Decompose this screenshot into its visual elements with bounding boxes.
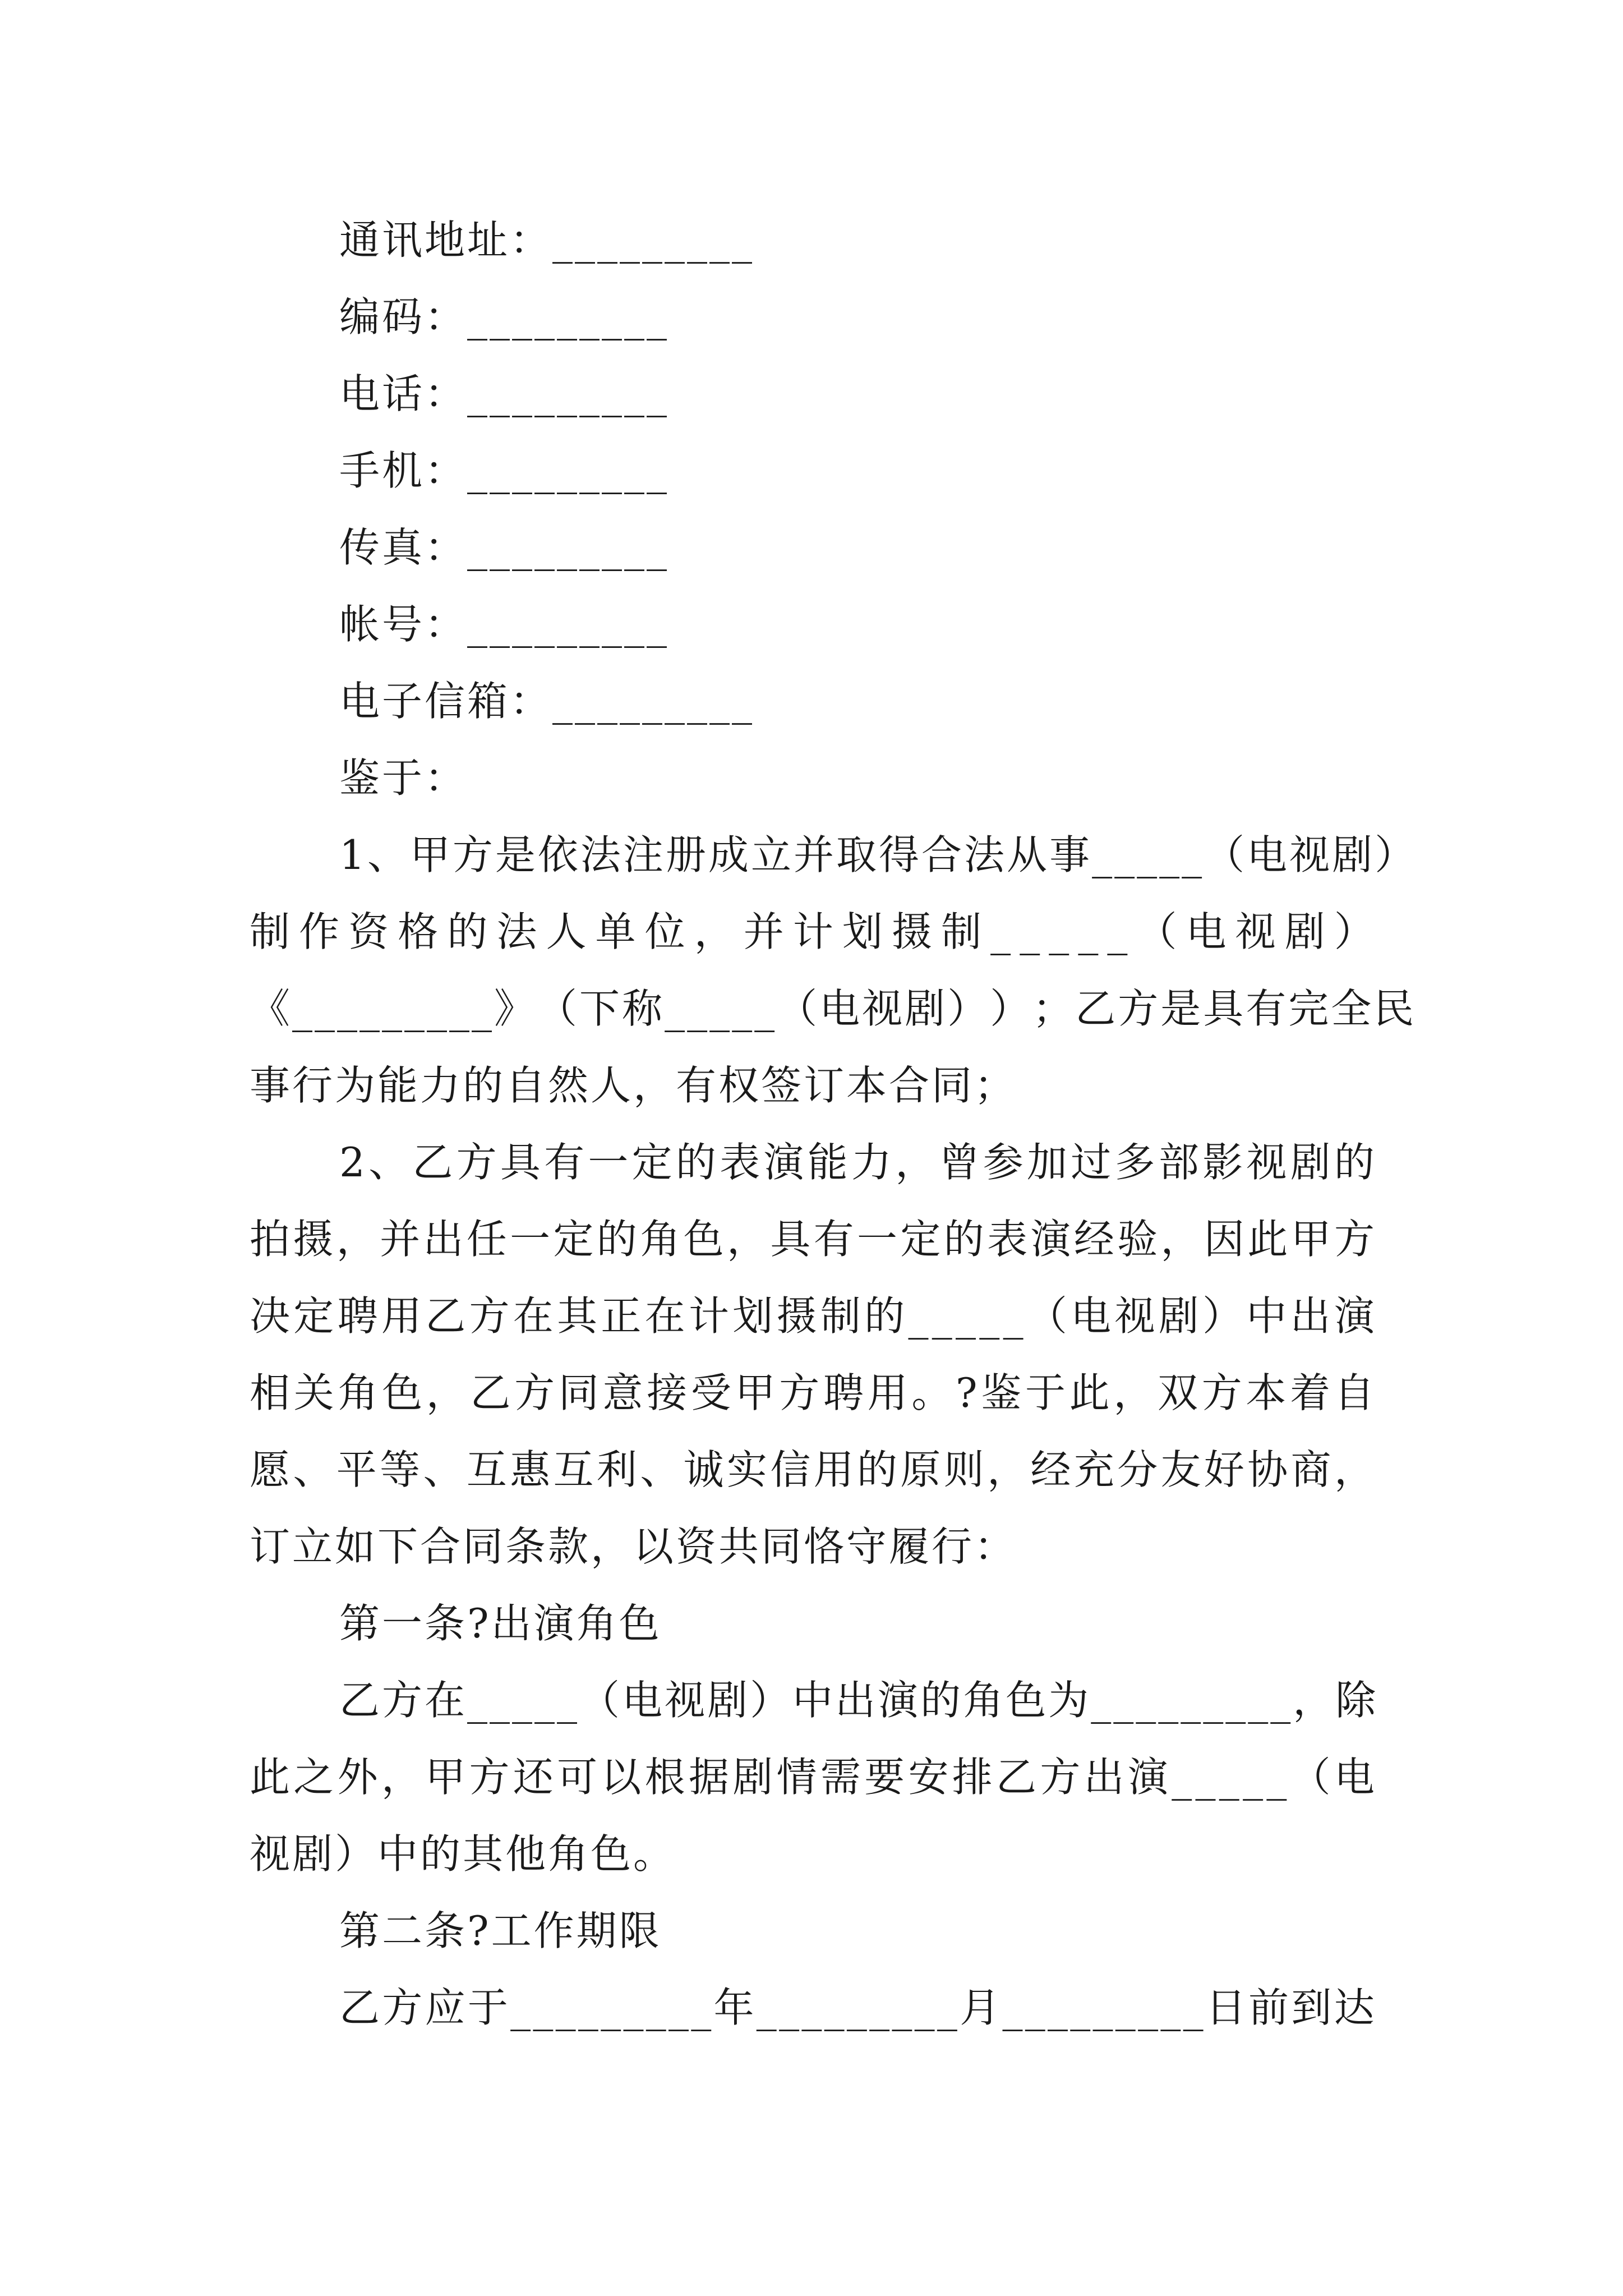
article-2-title: 第二条?工作期限 [339,1907,662,1954]
clause-1-line-4: 事行为能力的自然人，有权签订本合同； [250,1062,1017,1109]
mobile-line: 手机：_________ [339,447,670,494]
email-line: 电子信箱：_________ [339,678,755,725]
clause-1-line-2: 制 作 资 格 的 法 人 单 位 ， 并 计 划 摄 制 _ _ _ _ _ （ 电 视 剧 ） [250,908,1377,955]
clause-2-line-4: 相 关 角 色 ， 乙 方 同 意 接 受 甲 方 聘 用 。 ? 鉴 于 此 ， 双 方 本 着 自 [250,1369,1377,1416]
article-1-title: 第一条?出演角色 [339,1600,662,1647]
clause-1-line-1: 1 、 甲 方 是 依 法 注 册 成 立 并 取 得 合 法 从 事 _ _ _ _ _ （ 电 视 剧 ） [339,831,1418,878]
clause-1-line-3: 《 _ _ _ _ _ _ _ _ _ 》 （ 下 称 _ _ _ _ _ （ 电 视 剧 ） ） ； 乙 方 是 具 有 完 全 民 [250,985,1417,1032]
postcode-line: 编码：_________ [339,293,670,341]
phone-line: 电话：_________ [339,370,670,417]
clause-2-line-3: 决 定 聘 用 乙 方 在 其 正 在 计 划 摄 制 的 _ _ _ _ _ （ 电 视 剧 ） 中 出 演 [250,1292,1377,1340]
whereas-heading: 鉴于： [339,754,468,802]
account-line: 帐号：_________ [339,601,670,648]
fax-line: 传真：_________ [339,524,670,571]
article-1-line-1: 乙 方 在 _ _ _ _ _ （ 电 视 剧 ） 中 出 演 的 角 色 为 _ _ _ _ _ _ _ _ _ ， 除 [339,1677,1378,1724]
clause-2-line-1: 2 、 乙 方 具 有 一 定 的 表 演 能 力 ， 曾 参 加 过 多 部 影 视 剧 的 [339,1139,1377,1186]
article-1-line-3: 视剧）中的其他角色。 [250,1830,676,1878]
document-body [250,202,1418,2046]
clause-2-line-2: 拍 摄 ， 并 出 任 一 定 的 角 色 ， 具 有 一 定 的 表 演 经 验 ， 因 此 甲 方 [250,1216,1377,1263]
clause-2-line-6: 订立如下合同条款，以资共同恪守履行： [250,1523,1017,1570]
article-1-line-2: 此 之 外 ， 甲 方 还 可 以 根 据 剧 情 需 要 安 排 乙 方 出 演 _ _ _ _ _ （ 电 [250,1754,1377,1801]
article-2-line-1: 乙 方 应 于 _ _ _ _ _ _ _ _ _ 年 _ _ _ _ _ _ _ _ _ 月 _ _ _ _ _ _ _ _ _ 日 前 到 达 [339,1984,1377,2031]
address-line: 通讯地址：_________ [339,217,755,264]
clause-2-line-5: 愿 、 平 等 、 互 惠 互 利 、 诚 实 信 用 的 原 则 ， 经 充 分 友 好 协 商 ， [250,1446,1377,1493]
